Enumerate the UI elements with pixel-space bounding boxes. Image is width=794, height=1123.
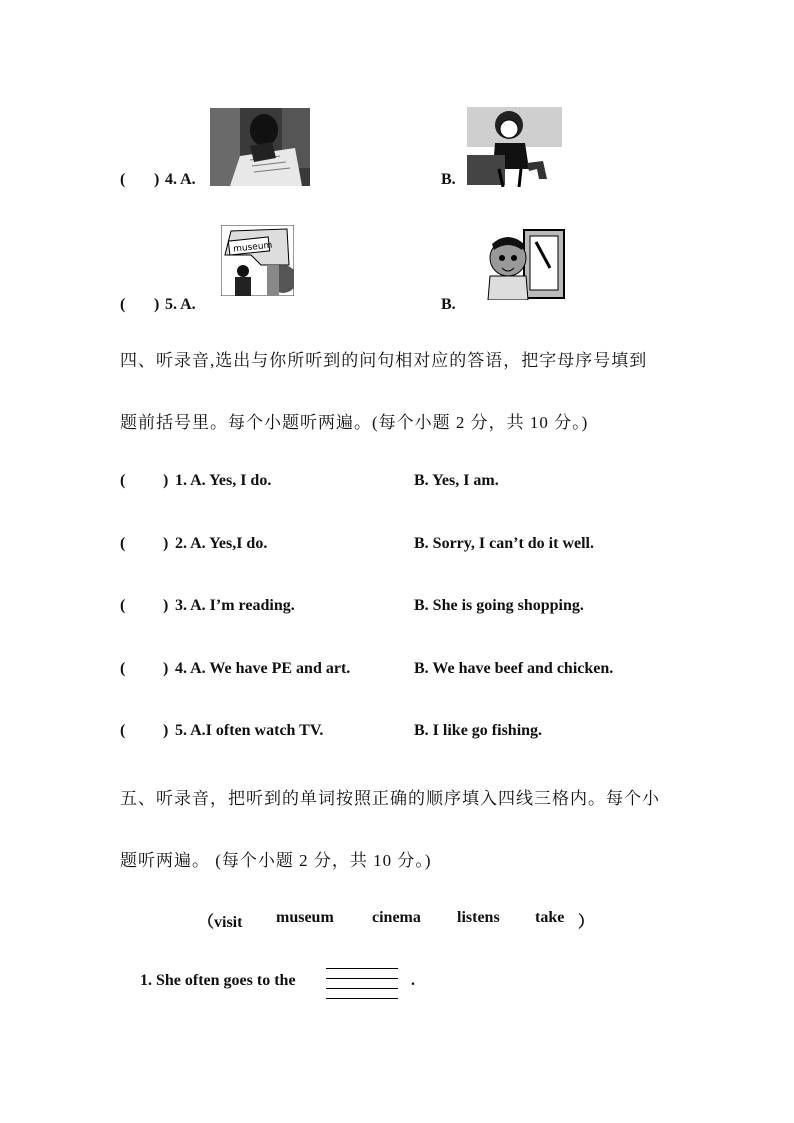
boy-reading-icon [210,108,310,186]
word-cinema: cinema [372,909,421,926]
paren-open: ( [120,472,126,489]
question-5-option-a: 5. A.I often watch TV. [175,722,324,739]
girl-shopping-icon [467,107,562,187]
four-line-grid[interactable] [326,968,398,999]
word-museum: museum [276,909,334,926]
question-4-option-a: 4. A. We have PE and art. [175,660,351,677]
paren-close: ) [163,472,169,489]
word-listens: listens [457,909,500,926]
question-3-option-a: 3. A. I’m reading. [175,597,295,614]
fill-question-1: 1. She often goes to the [140,972,296,989]
question-number: 5. A. [165,296,196,313]
paren-close: ) [163,535,169,552]
paren-close: ) [163,660,169,677]
question-2-option-a: 2. A. Yes,I do. [175,535,268,552]
fill-question-1-period: . [411,972,415,989]
paren-open: ( [120,535,126,552]
question-1-option-a: 1. A. Yes, I do. [175,472,272,489]
paren-open: ( [120,597,126,614]
paren-open: ( [120,171,126,188]
paren-open: ( [120,660,126,677]
section-5-title-line1: 五、听录音，把听到的单词按照正确的顺序填入四线三格内。每个小 [120,789,660,808]
question-5-option-b: B. I like go fishing. [414,722,543,739]
option-b-label: B. [441,296,456,313]
question-4-option-b: B. We have beef and chicken. [414,660,614,677]
museum-sign-icon [221,225,294,296]
paren-close: ) [154,171,160,188]
word-box-close: ） [578,914,595,931]
question-3-option-b: B. She is going shopping. [414,597,584,614]
paren-close: ) [163,597,169,614]
paren-close: ) [154,296,160,313]
question-number: 4. A. [165,171,196,188]
section-4-title-line1: 四、听录音,选出与你所听到的问句相对应的答语，把字母序号填到 [120,351,648,370]
word-take: take [535,909,565,926]
boy-at-window-icon [474,228,566,300]
option-b-label: B. [441,171,456,188]
paren-close: ) [163,722,169,739]
word-box-open: （visit [198,914,243,931]
paren-open: ( [120,722,126,739]
svg-text:museum: museum [232,240,273,255]
section-5-title-line2: 题听两遍。 (每个小题 2 分，共 10 分。) [120,851,432,870]
question-1-option-b: B. Yes, I am. [414,472,499,489]
question-2-option-b: B. Sorry, I can’t do it well. [414,535,594,552]
paren-open: ( [120,296,126,313]
section-4-title-line2: 题前括号里。每个小题听两遍。(每个小题 2 分，共 10 分。) [120,413,589,432]
